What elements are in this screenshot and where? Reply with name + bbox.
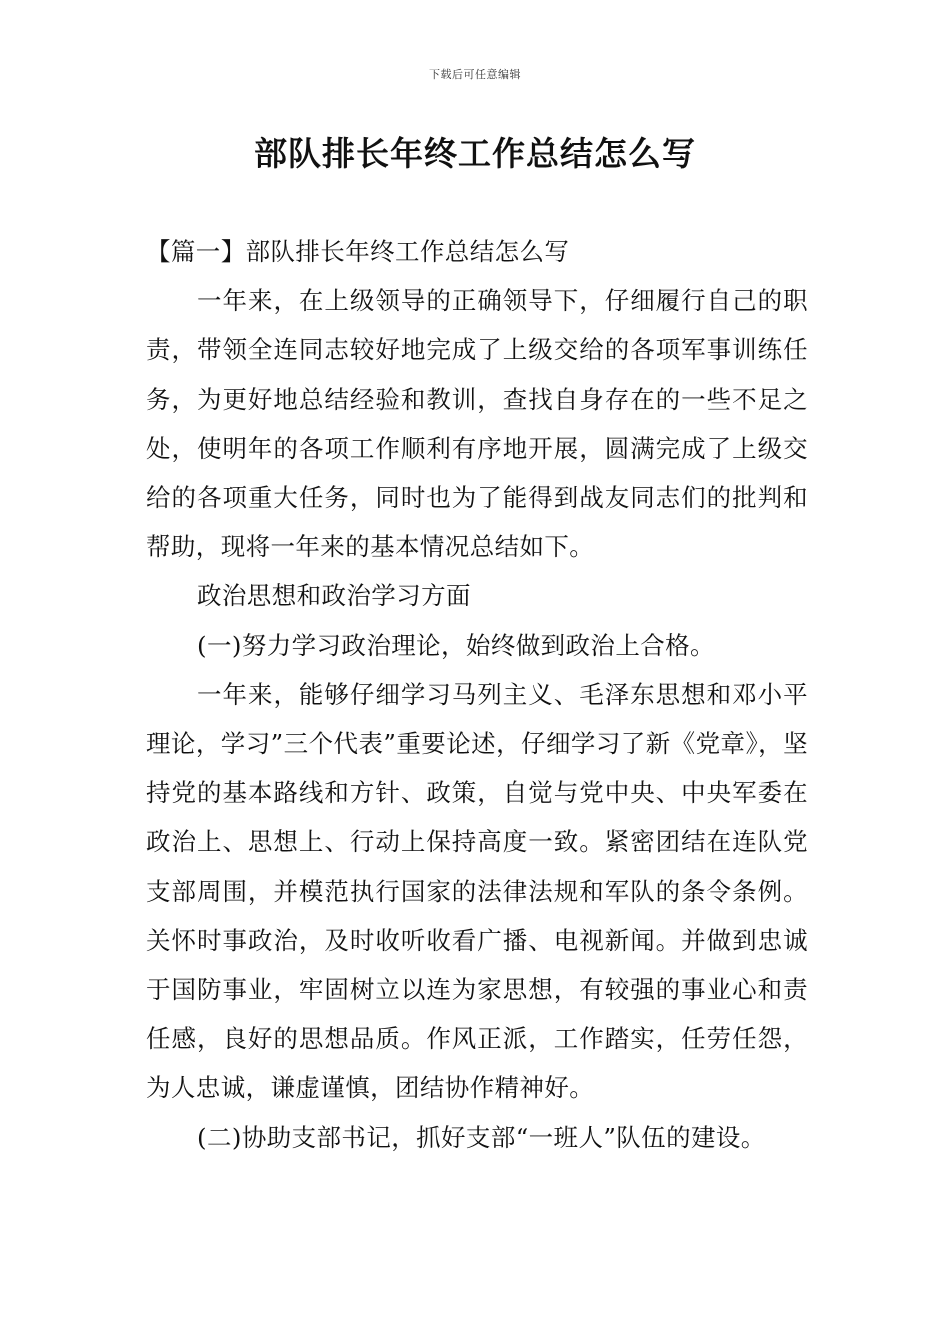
paragraph-intro: 一年来，在上级领导的正确领导下，仔细履行自己的职责，带领全连同志较好地完成了上级交给的各项军事训练任务，为更好地总结经验和教训，查找自身存在的一些不足之处，使明年的各项工作顺利有序地开展，圆满完成了上级交给的各项重大任务，同时也为了能得到战友同志们的批判和帮助，现将一年来的基本情况总结如下。 bbox=[146, 286, 808, 562]
paragraph-subheading: 政治思想和政治学习方面 bbox=[197, 581, 471, 611]
header-note: 下载后可任意编辑 bbox=[429, 68, 521, 81]
document-title: 部队排长年终工作总结怎么写 bbox=[254, 134, 696, 173]
paragraph-item-two: (二)协助支部书记，抓好支部“一班人”队伍的建设。 bbox=[197, 1122, 766, 1152]
paragraph-item-one: (一)努力学习政治理论，始终做到政治上合格。 bbox=[197, 630, 715, 660]
document-body bbox=[146, 227, 808, 1162]
paragraph-body: 一年来，能够仔细学习马列主义、毛泽东思想和邓小平理论，学习”三个代表”重要论述，仔细学习了新《党章》，坚持党的基本路线和方针、政策，自觉与党中央、中央军委在政治上、思想上、行动上保持高度一致。紧密团结在连队党支部周围，并模范执行国家的法律法规和军队的条令条例。关怀时事政治，及时收听收看广播、电视新闻。并做到忠诚于国防事业，牢固树立以连为家思想，有较强的事业心和责任感，良好的思想品质。作风正派，工作踏实，任劳任怨，为人忠诚，谦虚谨慎，团结协作精神好。 bbox=[146, 679, 808, 1103]
section-heading: 【篇一】部队排长年终工作总结怎么写 bbox=[146, 237, 570, 266]
